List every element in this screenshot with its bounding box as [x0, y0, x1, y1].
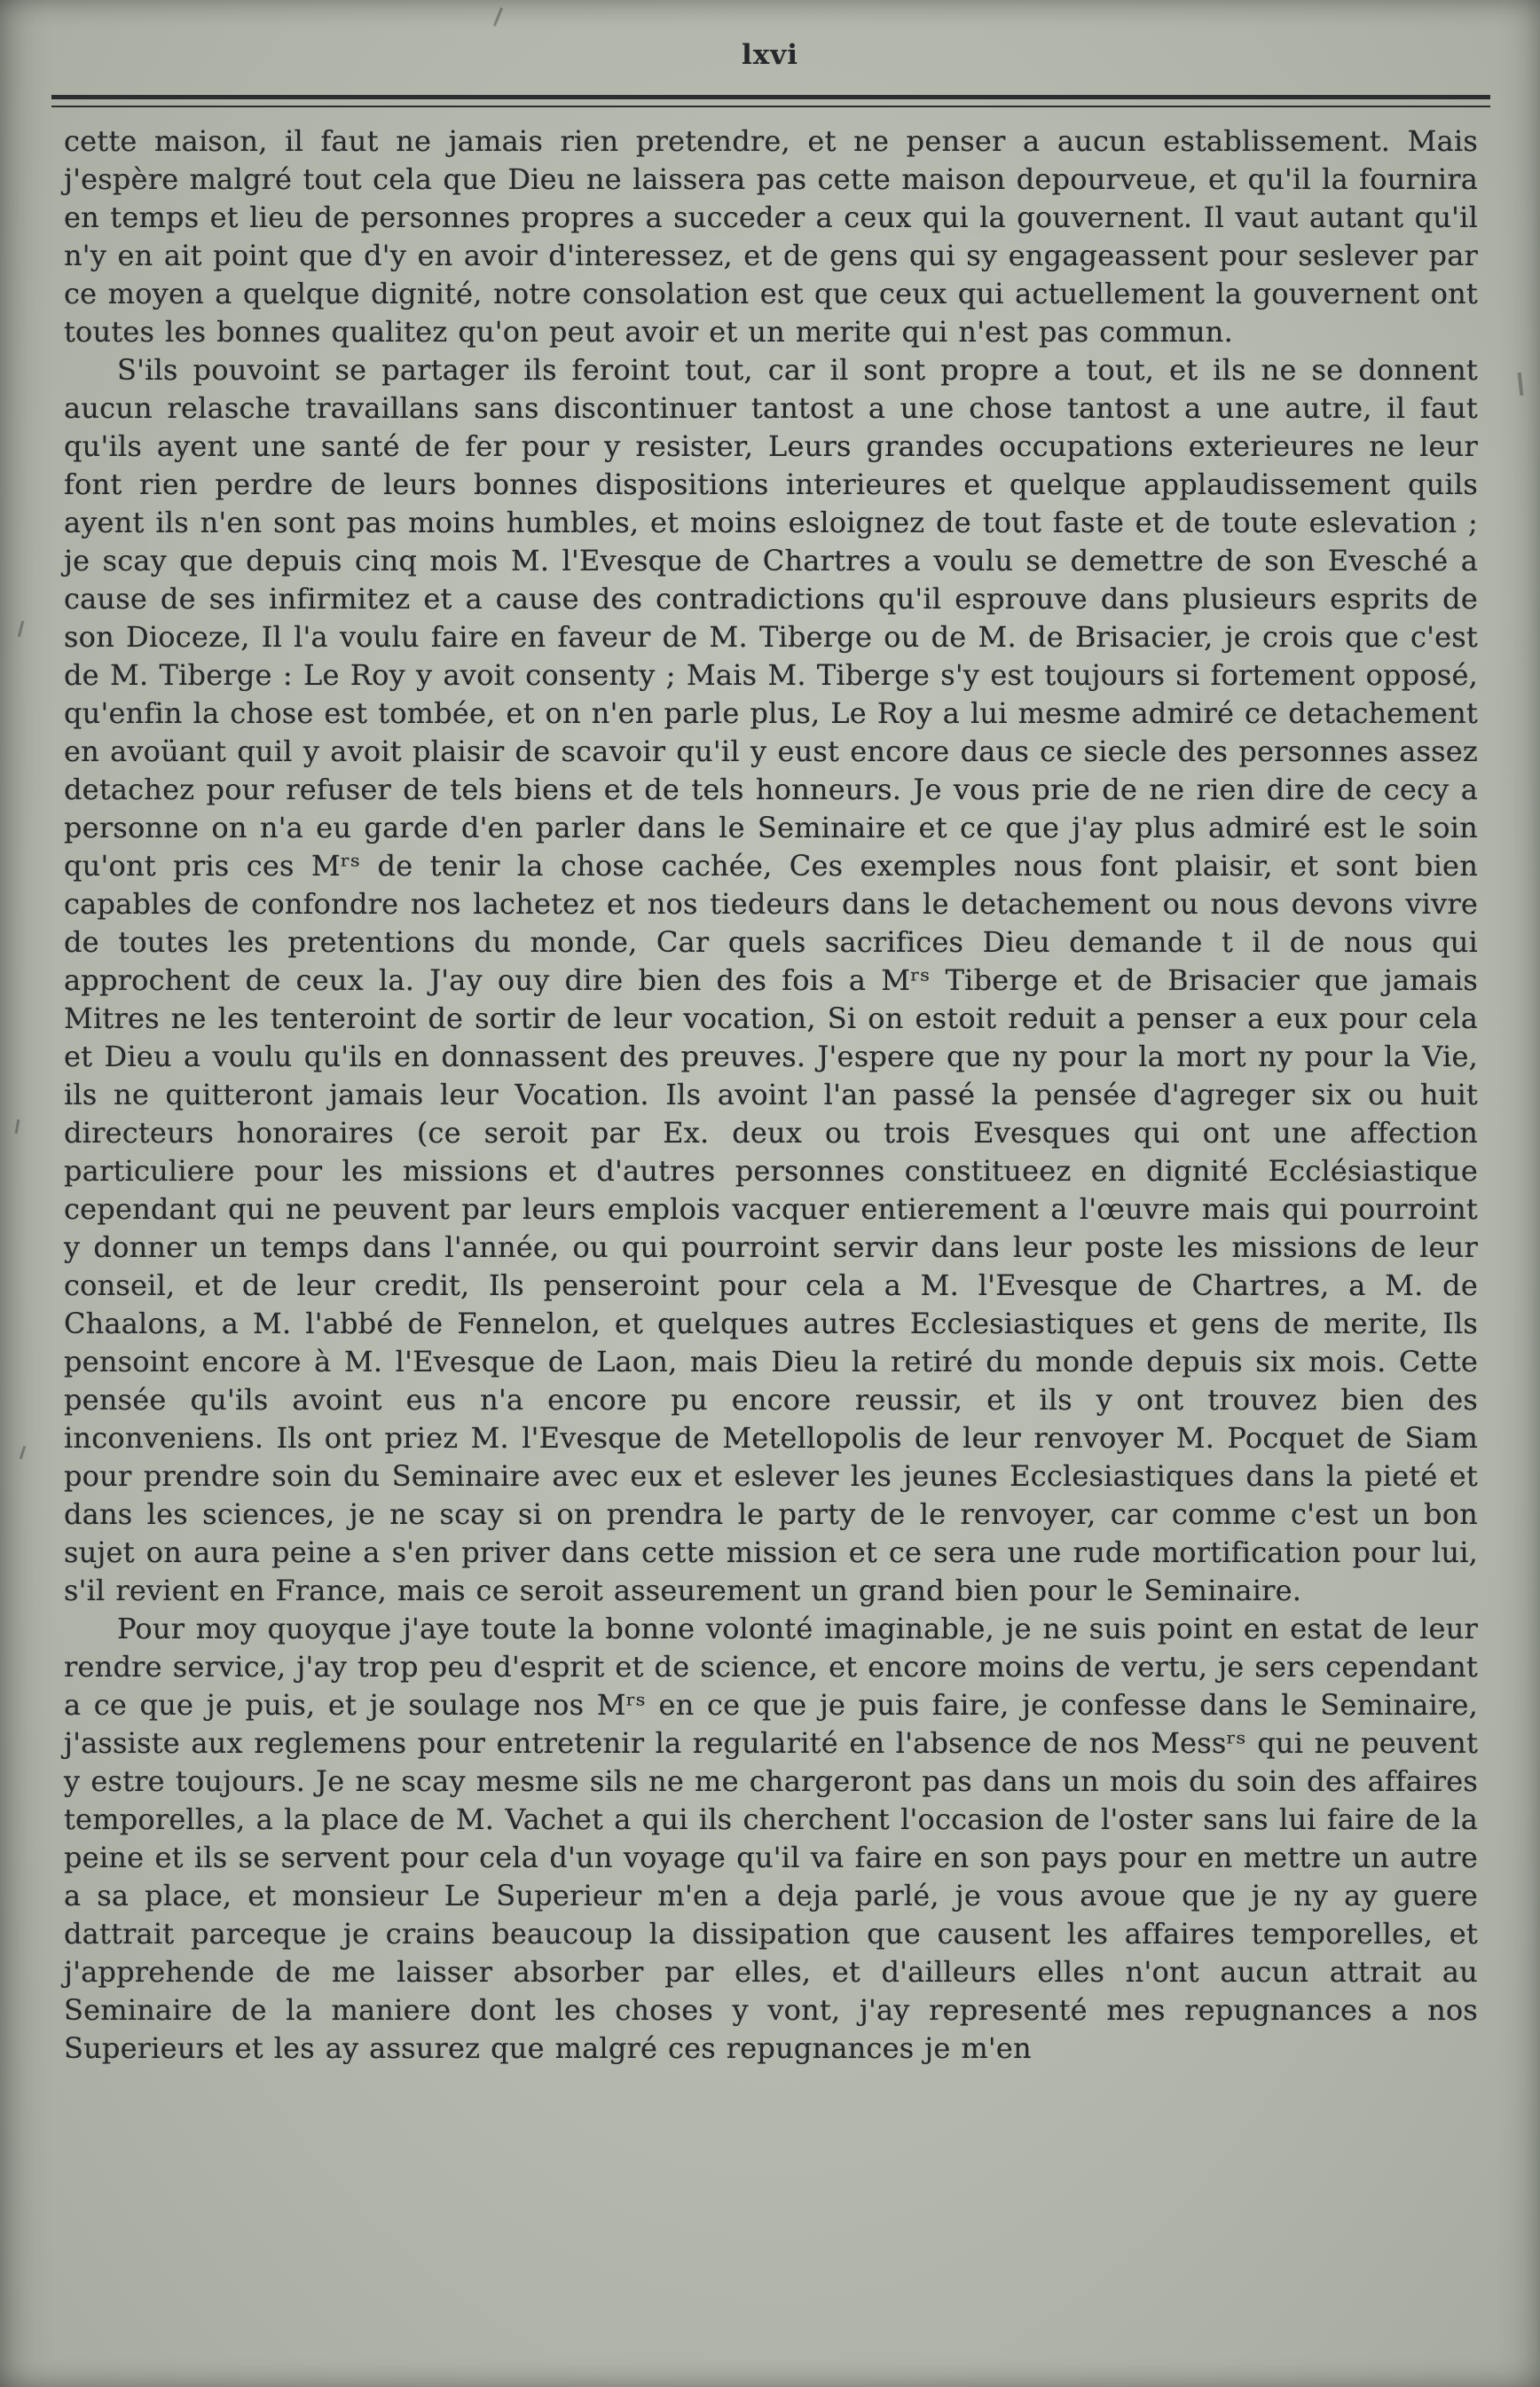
paragraph-continuation: cette maison, il faut ne jamais rien pretendre, et ne penser a aucun establissement. Mais j'espère malgré tout cela que Dieu ne laissera pas cette maison depourveue, et qu'il la fournira en temps et lieu de personnes propres a succeder a ceux qui la gouvernent. Il vaut autant qu'il n'y en ait point que d'y en avoir d'interessez, et de gens qui sy engageassent pour seslever par ce moyen a quelque dignité, notre consolation est que ceux qui actuellement la gouvernent ont toutes les bonnes qualitez qu'on peut avoir et un merite qui n'est pas commun.: [64, 124, 1478, 349]
scan-artifact: [20, 1446, 26, 1459]
scan-artifact: [1518, 373, 1524, 396]
page-number: lxvi: [741, 39, 799, 71]
paragraph: S'ils pouvoint se partager ils feroint tout, car il sont propre a tout, et ils ne se donnent aucun relasche travaillans sans discontinuer tantost a une chose tantost a une autre, il faut qu'ils ayent une santé de fer pour y resister, Leurs grandes occupations exterieures ne leur font rien perdre de leurs bonnes dispositions interieures et quelque applaudissement quils ayent ils n'en sont pas moins humbles, et moins esloignez de tout faste et de toute eslevation ; je scay que depuis cinq mois M. l'Evesque de Chartres a voulu se demettre de son Evesché a cause de ses infirmitez et a cause des contradictions qu'il esprouve dans plusieurs esprits de son Dioceze, Il l'a voulu faire en faveur de M. Tiberge ou de M. de Brisacier, je crois que c'est de M. Tiberge : Le Roy y avoit consenty ; Mais M. Tiberge s'y est toujours si fortement opposé, qu'enfin la chose est tombée, et on n'en parle plus, Le Roy a lui mesme admiré ce detachement en avoüant quil y avoit plaisir de scavoir qu'il y eust encore daus ce siecle des personnes assez detachez pour refuser de tels biens et de tels honneurs. Je vous prie de ne rien dire de cecy a personne on n'a eu garde d'en parler dans le Seminaire et ce que j'ay plus admiré est le soin qu'ont pris ces Mʳˢ de tenir la chose cachée, Ces exemples nous font plaisir, et sont bien capables de confondre nos lachetez et nos tiedeurs dans le detachement ou nous devons vivre de toutes les pretentions du monde, Car quels sacrifices Dieu demande t il de nous qui approchent de ceux la. J'ay ouy dire bien des fois a Mʳˢ Tiberge et de Brisacier que jamais Mitres ne les tenteroint de sortir de leur vocation, Si on estoit reduit a penser a eux pour cela et Dieu a voulu qu'ils en donnassent des preuves. J'espere que ny pour la mort ny pour la Vie, ils ne quitteront jamais leur Vocation. Ils avoint l'an passé la pensée d'agreger six ou huit directeurs honoraires (ce seroit par Ex. deux ou trois Evesques qui ont une affection particuliere pour les missions et d'autres personnes constitueez en dignité Ecclésiastique cependant qui ne peuvent par leurs emplois vacquer entierement a l'œuvre mais qui pourroint y donner un temps dans l'année, ou qui pourroint servir dans leur poste les missions de leur conseil, et de leur credit, Ils penseroint pour cela a M. l'Evesque de Chartres, a M. de Chaalons, a M. l'abbé de Fennelon, et quelques autres Ecclesiastiques et gens de merite, Ils pensoint encore à M. l'Evesque de Laon, mais Dieu la retiré du monde depuis six mois. Cette pensée qu'ils avoint eus n'a encore pu encore reussir, et ils y ont trouvez bien des inconveniens. Ils ont priez M. l'Evesque de Metellopolis de leur renvoyer M. Pocquet de Siam pour prendre soin du Seminaire avec eux et eslever les jeunes Ecclesiastiques dans la pieté et dans les sciences, je ne scay si on prendra le party de le renvoyer, car comme c'est un bon sujet on aura peine a s'en priver dans cette mission et ce sera une rude mortification pour lui, s'il revient en France, mais ce seroit asseurement un grand bien pour le Seminaire.: [64, 353, 1478, 1607]
header-rule-thick: [51, 95, 1490, 99]
scan-artifact: [15, 1119, 20, 1134]
scan-artifact: [493, 7, 503, 27]
header-rule-thin: [51, 106, 1490, 107]
page-text: [64, 122, 1478, 2068]
scan-artifact: [18, 621, 24, 637]
paragraph: Pour moy quoyque j'aye toute la bonne volonté imaginable, je ne suis point en estat de leur rendre service, j'ay trop peu d'esprit et de science, et encore moins de vertu, je sers cependant a ce que je puis, et je soulage nos Mʳˢ en ce que je puis faire, je confesse dans le Seminaire, j'assiste aux reglemens pour entretenir la regularité en l'absence de nos Messʳˢ qui ne peuvent y estre toujours. Je ne scay mesme sils ne me chargeront pas dans un mois du soin des affaires temporelles, a la place de M. Vachet a qui ils cherchent l'occasion de l'oster sans lui faire de la peine et ils se servent pour cela d'un voyage qu'il va faire en son pays pour en mettre un autre a sa place, et monsieur Le Superieur m'en a deja parlé, je vous avoue que je ny ay guere dattrait parceque je crains beaucoup la dissipation que causent les affaires temporelles, et j'apprehende de me laisser absorber par elles, et d'ailleurs elles n'ont aucun attrait au Seminaire de la maniere dont les choses y vont, j'ay representé mes repugnances a nos Superieurs et les ay assurez que malgré ces repugnances je m'en: [64, 1612, 1478, 2065]
